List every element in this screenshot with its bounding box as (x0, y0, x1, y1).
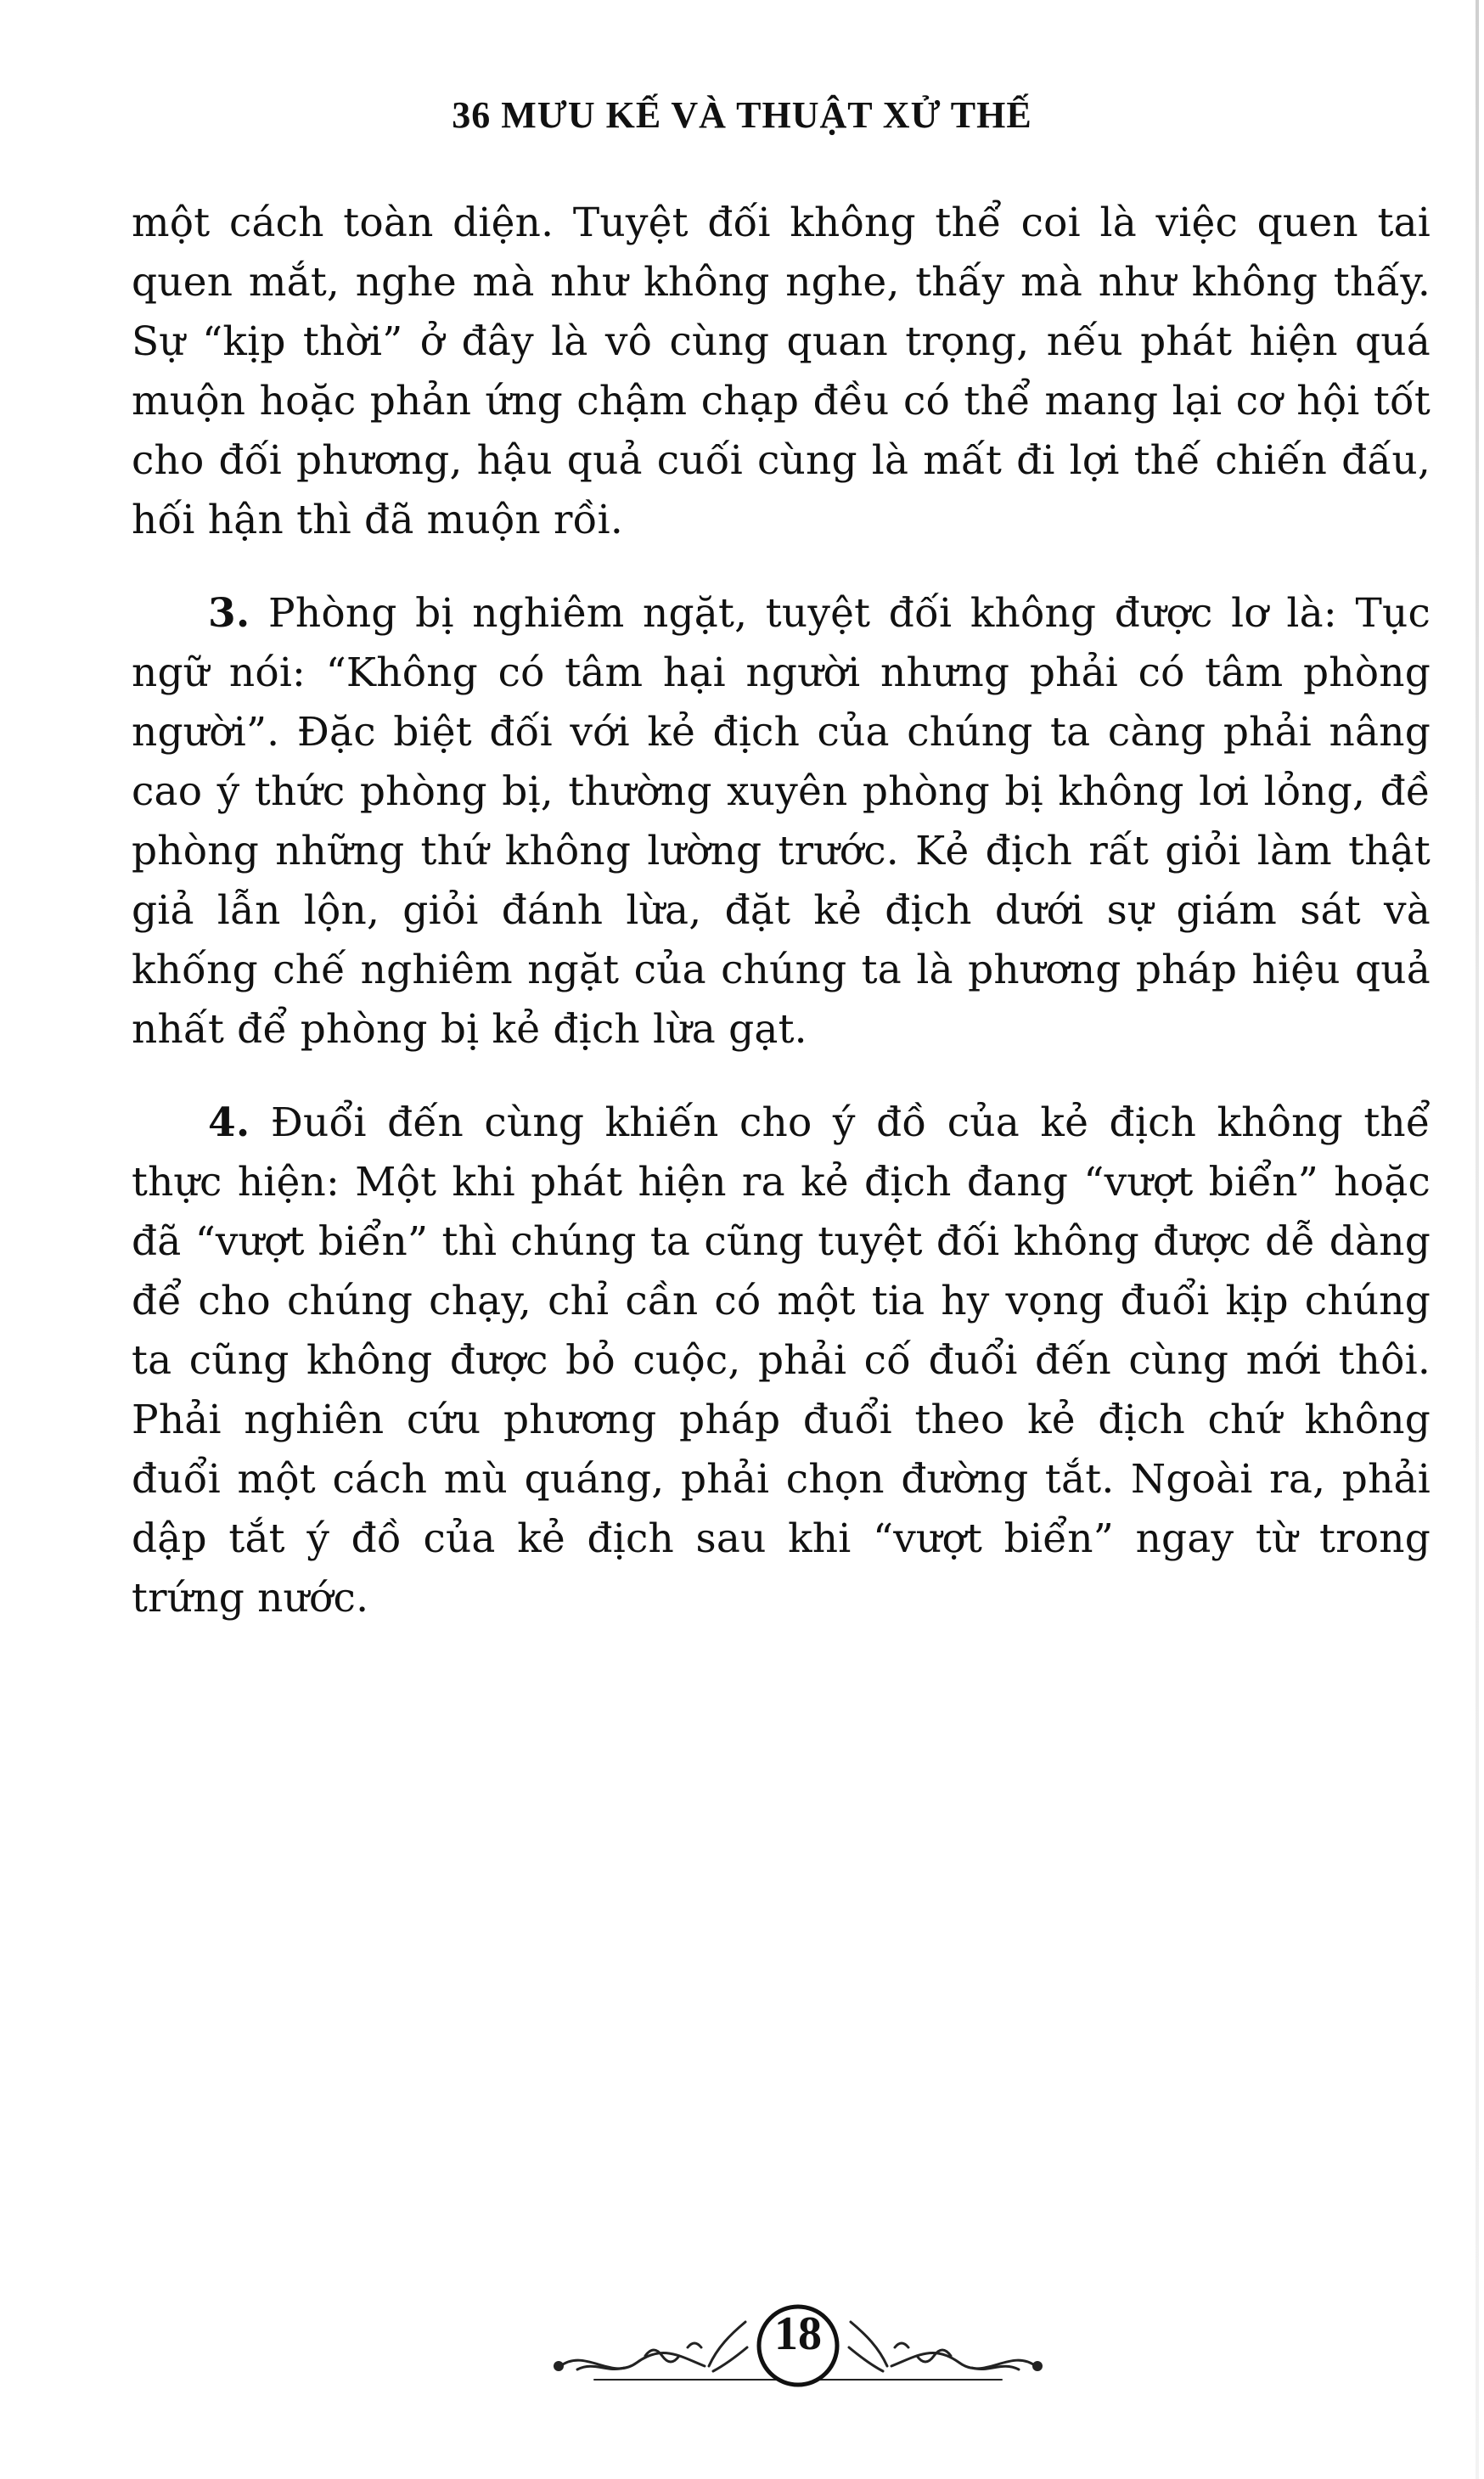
paragraph-item-3 (132, 584, 1431, 1060)
running-header: 36 MƯU KẾ VÀ THUẬT XỬ THẾ (452, 94, 1032, 136)
paragraph-text: Phòng bị nghiêm ngặt, tuyệt đối không được lơ là: Tục ngữ nói: “Không có tâm hại người nhưng phải có tâm phòng người”. Đặc biệt đối với kẻ địch của chúng ta càng phải nâng cao ý thức phòng bị, thường xuyên phòng bị không lơi lỏng, đề phòng những thứ không lường trước. Kẻ địch rất giỏi làm thật giả lẫn lộn, giỏi đánh lừa, đặt kẻ địch dưới sự giám sát và khống chế nghiêm ngặt của chúng ta là phương pháp hiệu quả nhất để phòng bị kẻ địch lừa gạt. (132, 590, 1431, 1053)
page-number: 18 (774, 2308, 822, 2360)
item-number: 4. (208, 1099, 250, 1146)
paragraph-text: Đuổi đến cùng khiến cho ý đồ của kẻ địch không thể thực hiện: Một khi phát hiện ra kẻ địch đang “vượt biển” hoặc đã “vượt biển” thì chúng ta cũng tuyệt đối không được dễ dàng để cho chúng chạy, chỉ cần có một tia hy vọng đuổi kịp chúng ta cũng không được bỏ cuộc, phải cố đuổi đến cùng mới thôi. Phải nghiên cứu phương pháp đuổi theo kẻ địch chứ không đuổi một cách mù quáng, phải chọn đường tắt. Ngoài ra, phải dập tắt ý đồ của kẻ địch sau khi “vượt biển” ngay từ trong trứng nước. (132, 1099, 1431, 1622)
paragraph-continuation (132, 194, 1431, 550)
paragraph-text: một cách toàn diện. Tuyệt đối không thể coi là việc quen tai quen mắt, nghe mà như không nghe, thấy mà như không thấy. Sự “kịp thời” ở đây là vô cùng quan trọng, nếu phát hiện quá muộn hoặc phản ứng chậm chạp đều có thể mang lại cơ hội tốt cho đối phương, hậu quả cuối cùng là mất đi lợi thế chiến đấu, hối hận thì đã muộn rồi. (132, 200, 1431, 543)
paragraph-item-4 (132, 1093, 1431, 1628)
page-footer (543, 2288, 1053, 2398)
body-text (132, 194, 1431, 1662)
item-number: 3. (208, 590, 250, 637)
page-edge-shadow (1476, 0, 1479, 2479)
